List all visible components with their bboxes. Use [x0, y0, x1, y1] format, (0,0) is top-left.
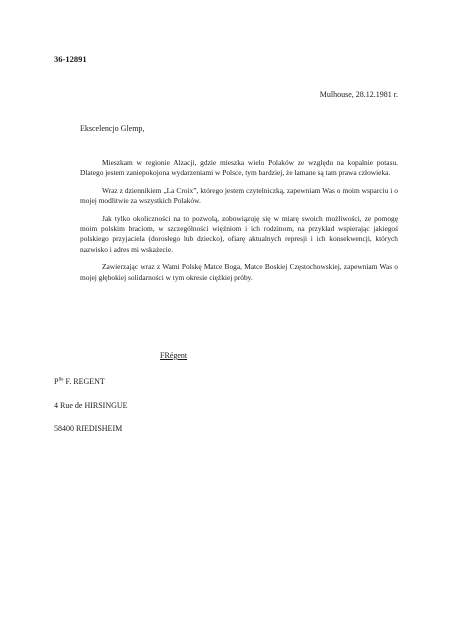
sender-name — [54, 377, 105, 386]
sender-city: 58400 RIEDISHEIM — [54, 424, 123, 433]
paragraph-1: Mieszkam w regionie Alzacji, gdzie mieszka wielu Polaków ze względu na kopalnie potasu. Dlatego jestem zaniepokojona wydarzeniami w Polsce, tym bardziej, że łamane są tam prawa człowieka. — [80, 158, 398, 178]
paragraph-2: Wraz z dziennikiem „La Croix”, którego jestem czytelniczką, zapewniam Was o moim wsparciu i o mojej modlitwie za wszystkich Polaków. — [80, 185, 398, 206]
sender-name-initial: P — [54, 377, 59, 386]
letter-body — [80, 158, 398, 290]
sender-name-rest: F. REGENT — [63, 377, 105, 386]
letter-date: Mulhouse, 28.12.1981 r. — [319, 90, 398, 99]
paragraph-3: Jak tylko okoliczności na to pozwolą, zobowiązuję się w miarę swoich możliwości, ze pomogę moim polskim braciom, w szczególności więźniom i ich rodzinom, na przykład wspierając jakiegoś polskiego przyjaciela (dorosłego lub dziecko), ofiarę aktualnych represji i ich konsekwencji, których nazwisko i adres mi wskażecie. — [80, 213, 398, 254]
salutation: Ekscelencjo Glemp, — [80, 124, 145, 133]
signature: FRégent — [160, 351, 188, 360]
paragraph-4: Zawierzając wraz z Wami Polskę Matce Boga, Matce Boskiej Częstochowskiej, zapewniam Was o mojej głębokiej solidarności w tym okresie ciężkiej próby. — [80, 262, 398, 282]
sender-street: 4 Rue de HIRSINGUE — [54, 401, 128, 410]
document-number: 36-12891 — [54, 54, 87, 64]
sender-title-superscript: lle — [58, 377, 64, 383]
